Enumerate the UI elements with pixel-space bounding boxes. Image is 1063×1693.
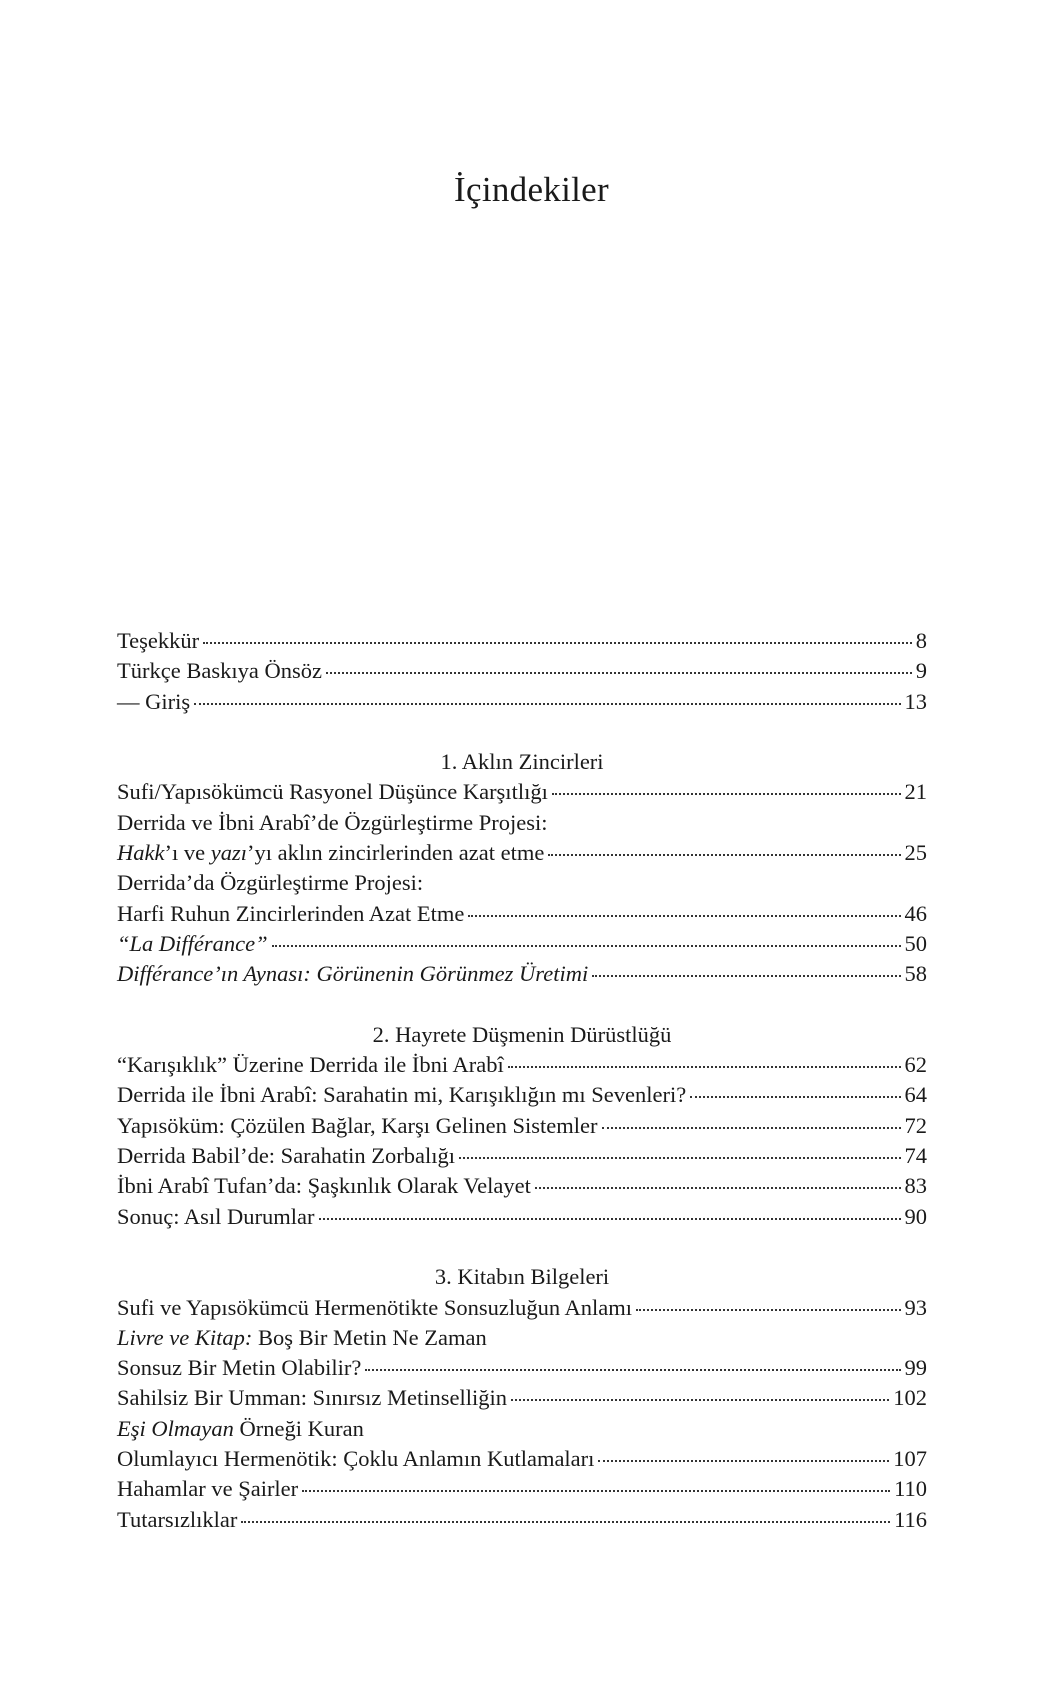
- dot-leader: [592, 963, 900, 977]
- dot-leader: [241, 1509, 890, 1523]
- entry-title: Teşekkür: [117, 628, 200, 653]
- toc-entry: [117, 656, 927, 686]
- toc-entry: [117, 1171, 927, 1201]
- table-of-contents: [117, 626, 927, 1535]
- toc-entry-line: [117, 808, 927, 838]
- entry-italic: Hakk: [117, 840, 165, 866]
- entry-title: Derrida’da Özgürleştirme Projesi:: [117, 870, 424, 896]
- dot-leader: [194, 691, 900, 705]
- entry-title: “Karışıklık” Üzerine Derrida ile İbni Arabî: [117, 1052, 504, 1078]
- dot-leader: [319, 1206, 901, 1220]
- page-title: İçindekiler: [454, 170, 609, 209]
- chapter-heading: 3. Kitabın Bilgeleri: [434, 1264, 610, 1290]
- entry-text: Boş Bir Metin Ne Zaman: [252, 1324, 487, 1350]
- chapter-heading: 1. Aklın Zincirleri: [440, 749, 604, 775]
- entry-page: 83: [904, 1173, 927, 1199]
- entry-title: Sahilsiz Bir Umman: Sınırsız Metinselliğin: [117, 1385, 507, 1411]
- entry-page: 72: [904, 1112, 927, 1138]
- dot-leader: [598, 1448, 889, 1462]
- entry-title: Harfi Ruhun Zincirlerinden Azat Etme: [117, 900, 465, 926]
- dot-leader: [535, 1175, 901, 1189]
- entry-page: 50: [904, 930, 927, 956]
- entry-italic: Livre ve Kitap:: [117, 1324, 253, 1350]
- entry-title: Sufi/Yapısökümcü Rasyonel Düşünce Karşıtlığı: [117, 779, 548, 805]
- dot-leader: [272, 933, 901, 947]
- toc-entry: [117, 838, 927, 868]
- entry-page: 58: [904, 961, 927, 987]
- entry-title: Derrida ve İbni Arabî’de Özgürleştirme Projesi:: [117, 809, 548, 835]
- entry-title: Sufi ve Yapısökümcü Hermenötikte Sonsuzluğun Anlamı: [117, 1294, 632, 1320]
- entry-title: [117, 838, 546, 868]
- dot-leader: [690, 1084, 900, 1098]
- entry-title: — Giriş: [117, 688, 191, 714]
- dot-leader: [468, 903, 900, 917]
- entry-title: Sonsuz Bir Metin Olabilir?: [117, 1355, 362, 1381]
- entry-title: [117, 1414, 366, 1444]
- entry-page: 93: [904, 1294, 927, 1320]
- toc-entry-line: [117, 868, 927, 898]
- entry-page: 21: [904, 779, 927, 805]
- entry-page: 9: [915, 658, 927, 684]
- entry-page: 99: [904, 1355, 927, 1381]
- toc-entry: [117, 1050, 927, 1080]
- entry-page: 62: [904, 1052, 927, 1078]
- entry-title: Derrida ile İbni Arabî: Sarahatin mi, Karışıklığın mı Sevenleri?: [117, 1082, 687, 1108]
- toc-entry: [117, 687, 927, 717]
- dot-leader: [552, 781, 901, 795]
- toc-entry: [117, 1202, 927, 1232]
- entry-page: 13: [904, 688, 927, 714]
- toc-entry: [117, 1111, 927, 1141]
- entry-title: “La Différance”: [117, 930, 268, 956]
- dot-leader: [203, 630, 912, 644]
- entry-title: Différance’ın Aynası: Görünenin Görünmez Üretimi: [117, 961, 589, 987]
- entry-title: Hahamlar ve Şairler: [117, 1476, 299, 1502]
- entry-page: 116: [894, 1506, 927, 1532]
- entry-page: 107: [893, 1446, 927, 1472]
- entry-title: Türkçe Baskıya Önsöz: [117, 658, 322, 684]
- dot-leader: [326, 660, 912, 674]
- dot-leader: [548, 842, 900, 856]
- entry-page: 46: [904, 900, 927, 926]
- entry-title: Tutarsızlıklar: [117, 1506, 238, 1532]
- entry-text: Örneği Kuran: [233, 1415, 364, 1441]
- toc-entry-line: [117, 1323, 927, 1353]
- entry-title: Olumlayıcı Hermenötik: Çoklu Anlamın Kutlamaları: [117, 1446, 595, 1472]
- entry-italic: yazı: [210, 840, 247, 866]
- entry-page: 25: [904, 840, 927, 866]
- entry-page: 64: [904, 1082, 927, 1108]
- entry-text: ’yı aklın zincirlerinden azat etme: [246, 840, 545, 866]
- entry-page: 110: [894, 1476, 927, 1502]
- dot-leader: [602, 1115, 901, 1129]
- toc-entry: [117, 1505, 927, 1535]
- toc-entry: [117, 1474, 927, 1504]
- toc-entry: [117, 1141, 927, 1171]
- dot-leader: [508, 1054, 901, 1068]
- entry-title: Derrida Babil’de: Sarahatin Zorbalığı: [117, 1143, 456, 1169]
- toc-entry-line: [117, 1414, 927, 1444]
- toc-entry: [117, 899, 927, 929]
- entry-title: Yapısöküm: Çözülen Bağlar, Karşı Gelinen Sistemler: [117, 1112, 598, 1138]
- dot-leader: [302, 1478, 890, 1492]
- entry-text: ’ı ve: [164, 840, 211, 866]
- toc-entry: [117, 1293, 927, 1323]
- toc-entry: [117, 959, 927, 989]
- entry-title: [117, 1323, 489, 1353]
- dot-leader: [636, 1297, 901, 1311]
- entry-title: İbni Arabî Tufan’da: Şaşkınlık Olarak Velayet: [117, 1173, 531, 1199]
- dot-leader: [365, 1357, 900, 1371]
- entry-page: 8: [915, 628, 927, 653]
- chapter-heading: 2. Hayrete Düşmenin Dürüstlüğü: [372, 1021, 672, 1047]
- entry-page: 102: [893, 1385, 927, 1411]
- toc-entry: [117, 626, 927, 656]
- toc-entry: [117, 1444, 927, 1474]
- entry-page: 90: [904, 1203, 927, 1229]
- dot-leader: [511, 1387, 889, 1401]
- toc-entry: [117, 1383, 927, 1413]
- entry-title: Sonuç: Asıl Durumlar: [117, 1203, 315, 1229]
- entry-page: 74: [904, 1143, 927, 1169]
- dot-leader: [459, 1145, 900, 1159]
- toc-entry: [117, 929, 927, 959]
- entry-italic: Eşi Olmayan: [117, 1415, 234, 1441]
- toc-entry: [117, 1353, 927, 1383]
- toc-entry: [117, 1080, 927, 1110]
- toc-entry: [117, 777, 927, 807]
